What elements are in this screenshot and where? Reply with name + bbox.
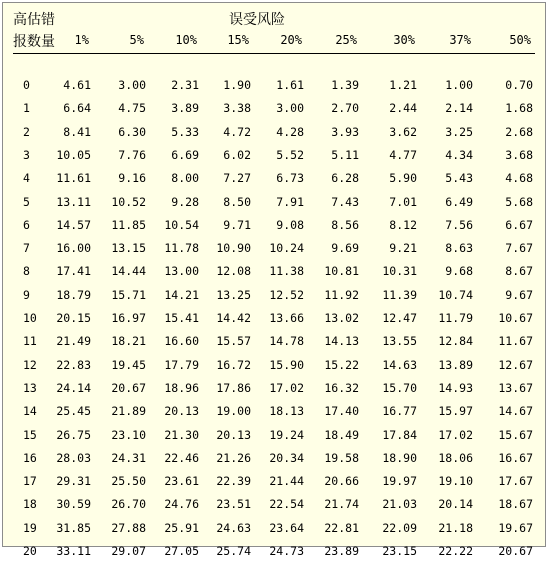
factor-cell: 25.45 [56,404,91,419]
factor-cell: 22.81 [324,520,359,535]
factor-cell: 12.47 [382,311,417,325]
factor-cell: 6.28 [331,171,359,186]
factor-cell: 1.00 [445,78,473,92]
factor-cell: 7.91 [276,194,304,209]
factor-cell: 9.67 [505,287,533,302]
factor-cell: 21.26 [216,450,251,465]
overstatement-count: 6 [23,217,30,232]
factor-cell: 13.02 [324,311,359,325]
factor-cell: 9.21 [389,241,417,256]
factor-cell: 24.76 [164,497,199,512]
factor-cell: 8.00 [171,171,199,186]
factor-cell: 10.74 [438,287,473,302]
factor-cell: 9.16 [118,171,146,186]
reliability-factor-table [2,2,546,558]
table-row [3,540,547,563]
factor-cell: 6.69 [171,147,199,162]
factor-cell: 8.50 [223,194,251,209]
factor-cell: 3.93 [331,124,359,139]
factor-cell: 18.49 [324,427,359,442]
factor-cell: 4.68 [505,171,533,186]
factor-cell: 9.28 [171,194,199,209]
factor-cell: 15.71 [111,287,146,302]
overstatement-count: 17 [23,474,37,489]
factor-cell: 19.00 [216,404,251,419]
factor-cell: 15.90 [269,357,304,372]
factor-cell: 2.14 [445,101,473,116]
overstatement-count: 14 [23,404,37,419]
factor-cell: 14.42 [216,311,251,325]
table-row [3,237,547,260]
factor-cell: 22.22 [438,544,473,558]
table-row [3,214,547,237]
factor-cell: 14.67 [498,404,533,419]
factor-cell: 19.45 [111,357,146,372]
factor-cell: 24.14 [56,380,91,395]
factor-cell: 12.52 [269,287,304,302]
factor-cell: 21.30 [164,427,199,442]
factor-cell: 1.68 [505,101,533,116]
table-row [3,377,547,400]
factor-cell: 2.68 [505,124,533,139]
factor-cell: 11.39 [382,287,417,302]
factor-cell: 7.76 [118,147,146,162]
table-row [3,517,547,540]
factor-cell: 8.63 [445,241,473,256]
factor-cell: 5.52 [276,147,304,162]
factor-cell: 3.00 [118,78,146,92]
factor-cell: 25.91 [164,520,199,535]
table-row [3,191,547,214]
overstatement-count: 12 [23,357,37,372]
table-row [3,470,547,493]
factor-cell: 26.75 [56,427,91,442]
factor-cell: 2.70 [331,101,359,116]
factor-cell: 18.67 [498,497,533,512]
factor-cell: 18.79 [56,287,91,302]
factor-cell: 3.89 [171,101,199,116]
factor-cell: 3.00 [276,101,304,116]
factor-cell: 14.44 [111,264,146,279]
factor-cell: 33.11 [56,544,91,558]
risk-title: 误受风险 [229,12,285,28]
factor-cell: 2.44 [389,101,417,116]
factor-cell: 4.61 [63,78,91,92]
row-label-title-line2: 报数量 [13,34,55,50]
factor-cell: 20.15 [56,311,91,325]
factor-cell: 9.69 [331,241,359,256]
factor-cell: 3.62 [389,124,417,139]
overstatement-count: 13 [23,380,37,395]
factor-cell: 7.01 [389,194,417,209]
factor-cell: 21.18 [438,520,473,535]
factor-cell: 15.57 [216,334,251,349]
factor-cell: 20.66 [324,474,359,489]
factor-cell: 21.49 [56,334,91,349]
factor-cell: 10.54 [164,217,199,232]
factor-cell: 7.67 [505,241,533,256]
factor-cell: 4.75 [118,101,146,116]
factor-cell: 24.73 [269,544,304,558]
table-row [3,284,547,307]
factor-cell: 15.70 [382,380,417,395]
table-row [3,330,547,353]
factor-cell: 6.64 [63,101,91,116]
factor-cell: 1.90 [223,78,251,92]
factor-cell: 22.54 [269,497,304,512]
factor-cell: 18.13 [269,404,304,419]
factor-cell: 28.03 [56,450,91,465]
factor-cell: 20.13 [216,427,251,442]
factor-cell: 17.86 [216,380,251,395]
factor-cell: 27.05 [164,544,199,558]
factor-cell: 15.67 [498,427,533,442]
factor-cell: 25.50 [111,474,146,489]
risk-level-header: 10% [175,33,197,47]
factor-cell: 16.32 [324,380,359,395]
overstatement-count: 20 [23,544,37,558]
factor-cell: 7.43 [331,194,359,209]
factor-cell: 11.78 [164,241,199,256]
factor-cell: 14.78 [269,334,304,349]
factor-cell: 23.10 [111,427,146,442]
factor-cell: 5.68 [505,194,533,209]
overstatement-count: 10 [23,311,37,325]
table-row [3,493,547,516]
table-row [3,167,547,190]
factor-cell: 8.12 [389,217,417,232]
factor-cell: 3.38 [223,101,251,116]
table-row [3,400,547,423]
overstatement-count: 8 [23,264,30,279]
factor-cell: 13.11 [56,194,91,209]
factor-cell: 17.84 [382,427,417,442]
factor-cell: 30.59 [56,497,91,512]
factor-cell: 13.00 [164,264,199,279]
factor-cell: 17.02 [438,427,473,442]
factor-cell: 4.34 [445,147,473,162]
table-row [3,307,547,330]
factor-cell: 11.61 [56,171,91,186]
factor-cell: 12.08 [216,264,251,279]
factor-cell: 6.02 [223,147,251,162]
factor-cell: 11.92 [324,287,359,302]
factor-cell: 19.10 [438,474,473,489]
factor-cell: 22.83 [56,357,91,372]
factor-cell: 13.15 [111,241,146,256]
factor-cell: 6.49 [445,194,473,209]
factor-cell: 19.58 [324,450,359,465]
factor-cell: 22.09 [382,520,417,535]
factor-cell: 16.72 [216,357,251,372]
factor-cell: 20.34 [269,450,304,465]
factor-cell: 10.52 [111,194,146,209]
factor-cell: 19.97 [382,474,417,489]
factor-cell: 11.79 [438,311,473,325]
factor-cell: 10.67 [498,311,533,325]
factor-cell: 18.21 [111,334,146,349]
factor-cell: 20.67 [111,380,146,395]
factor-cell: 26.70 [111,497,146,512]
table-row [3,354,547,377]
factor-cell: 5.33 [171,124,199,139]
factor-cell: 16.60 [164,334,199,349]
factor-cell: 10.24 [269,241,304,256]
factor-cell: 11.67 [498,334,533,349]
factor-cell: 9.08 [276,217,304,232]
factor-cell: 29.31 [56,474,91,489]
factor-cell: 19.24 [269,427,304,442]
factor-cell: 17.41 [56,264,91,279]
factor-cell: 14.57 [56,217,91,232]
factor-cell: 27.88 [111,520,146,535]
factor-cell: 15.41 [164,311,199,325]
factor-cell: 14.63 [382,357,417,372]
factor-cell: 13.67 [498,380,533,395]
overstatement-count: 19 [23,520,37,535]
factor-cell: 23.89 [324,544,359,558]
risk-level-header: 25% [335,33,357,47]
factor-cell: 17.02 [269,380,304,395]
factor-cell: 9.71 [223,217,251,232]
overstatement-count: 7 [23,241,30,256]
header-underline [13,53,535,54]
factor-cell: 7.27 [223,171,251,186]
factor-cell: 9.68 [445,264,473,279]
factor-cell: 8.41 [63,124,91,139]
overstatement-count: 9 [23,287,30,302]
factor-cell: 16.97 [111,311,146,325]
overstatement-count: 4 [23,171,30,186]
overstatement-count: 3 [23,147,30,162]
factor-cell: 1.21 [389,78,417,92]
factor-cell: 23.64 [269,520,304,535]
table-row [3,74,547,97]
factor-cell: 25.74 [216,544,251,558]
factor-cell: 21.44 [269,474,304,489]
risk-level-header: 30% [393,33,415,47]
factor-cell: 4.77 [389,147,417,162]
factor-cell: 16.00 [56,241,91,256]
table-row [3,424,547,447]
factor-cell: 21.89 [111,404,146,419]
risk-level-header: 37% [449,33,471,47]
factor-cell: 13.66 [269,311,304,325]
factor-cell: 3.68 [505,147,533,162]
factor-cell: 8.56 [331,217,359,232]
factor-cell: 20.67 [498,544,533,558]
factor-cell: 1.39 [331,78,359,92]
factor-cell: 5.90 [389,171,417,186]
table-row [3,97,547,120]
factor-cell: 12.84 [438,334,473,349]
overstatement-count: 2 [23,124,30,139]
table-row [3,447,547,470]
factor-cell: 11.85 [111,217,146,232]
factor-cell: 20.14 [438,497,473,512]
risk-level-header: 20% [280,33,302,47]
factor-cell: 10.05 [56,147,91,162]
factor-cell: 13.89 [438,357,473,372]
factor-cell: 17.67 [498,474,533,489]
overstatement-count: 18 [23,497,37,512]
factor-cell: 16.67 [498,450,533,465]
factor-cell: 18.96 [164,380,199,395]
factor-cell: 23.51 [216,497,251,512]
factor-cell: 24.63 [216,520,251,535]
factor-cell: 6.73 [276,171,304,186]
factor-cell: 17.79 [164,357,199,372]
factor-cell: 10.31 [382,264,417,279]
factor-cell: 14.93 [438,380,473,395]
factor-cell: 2.31 [171,78,199,92]
factor-cell: 10.90 [216,241,251,256]
factor-cell: 15.22 [324,357,359,372]
factor-cell: 14.21 [164,287,199,302]
factor-cell: 19.67 [498,520,533,535]
factor-cell: 5.11 [331,147,359,162]
risk-level-header: 1% [74,33,89,47]
factor-cell: 13.25 [216,287,251,302]
risk-level-header: 15% [227,33,249,47]
factor-cell: 20.13 [164,404,199,419]
table-row [3,260,547,283]
factor-cell: 13.55 [382,334,417,349]
table-row [3,121,547,144]
factor-cell: 29.07 [111,544,146,558]
factor-cell: 23.15 [382,544,417,558]
factor-cell: 14.13 [324,334,359,349]
factor-cell: 11.38 [269,264,304,279]
factor-cell: 0.70 [505,78,533,92]
overstatement-count: 0 [23,78,30,92]
factor-cell: 23.61 [164,474,199,489]
risk-level-header: 50% [509,33,531,47]
factor-cell: 4.72 [223,124,251,139]
overstatement-count: 15 [23,427,37,442]
factor-cell: 16.77 [382,404,417,419]
overstatement-count: 16 [23,450,37,465]
factor-cell: 4.28 [276,124,304,139]
factor-cell: 6.30 [118,124,146,139]
factor-cell: 1.61 [276,78,304,92]
factor-cell: 21.03 [382,497,417,512]
factor-cell: 18.90 [382,450,417,465]
factor-cell: 17.40 [324,404,359,419]
factor-cell: 8.67 [505,264,533,279]
factor-cell: 6.67 [505,217,533,232]
overstatement-count: 1 [23,101,30,116]
factor-cell: 5.43 [445,171,473,186]
table-row [3,144,547,167]
factor-cell: 22.39 [216,474,251,489]
overstatement-count: 5 [23,194,30,209]
factor-cell: 3.25 [445,124,473,139]
overstatement-count: 11 [23,334,37,349]
factor-cell: 24.31 [111,450,146,465]
factor-cell: 31.85 [56,520,91,535]
factor-cell: 22.46 [164,450,199,465]
factor-cell: 21.74 [324,497,359,512]
factor-cell: 7.56 [445,217,473,232]
row-label-title-line1: 高估错 [13,12,55,28]
factor-cell: 12.67 [498,357,533,372]
factor-cell: 18.06 [438,450,473,465]
risk-level-header: 5% [129,33,144,47]
factor-cell: 15.97 [438,404,473,419]
factor-cell: 10.81 [324,264,359,279]
